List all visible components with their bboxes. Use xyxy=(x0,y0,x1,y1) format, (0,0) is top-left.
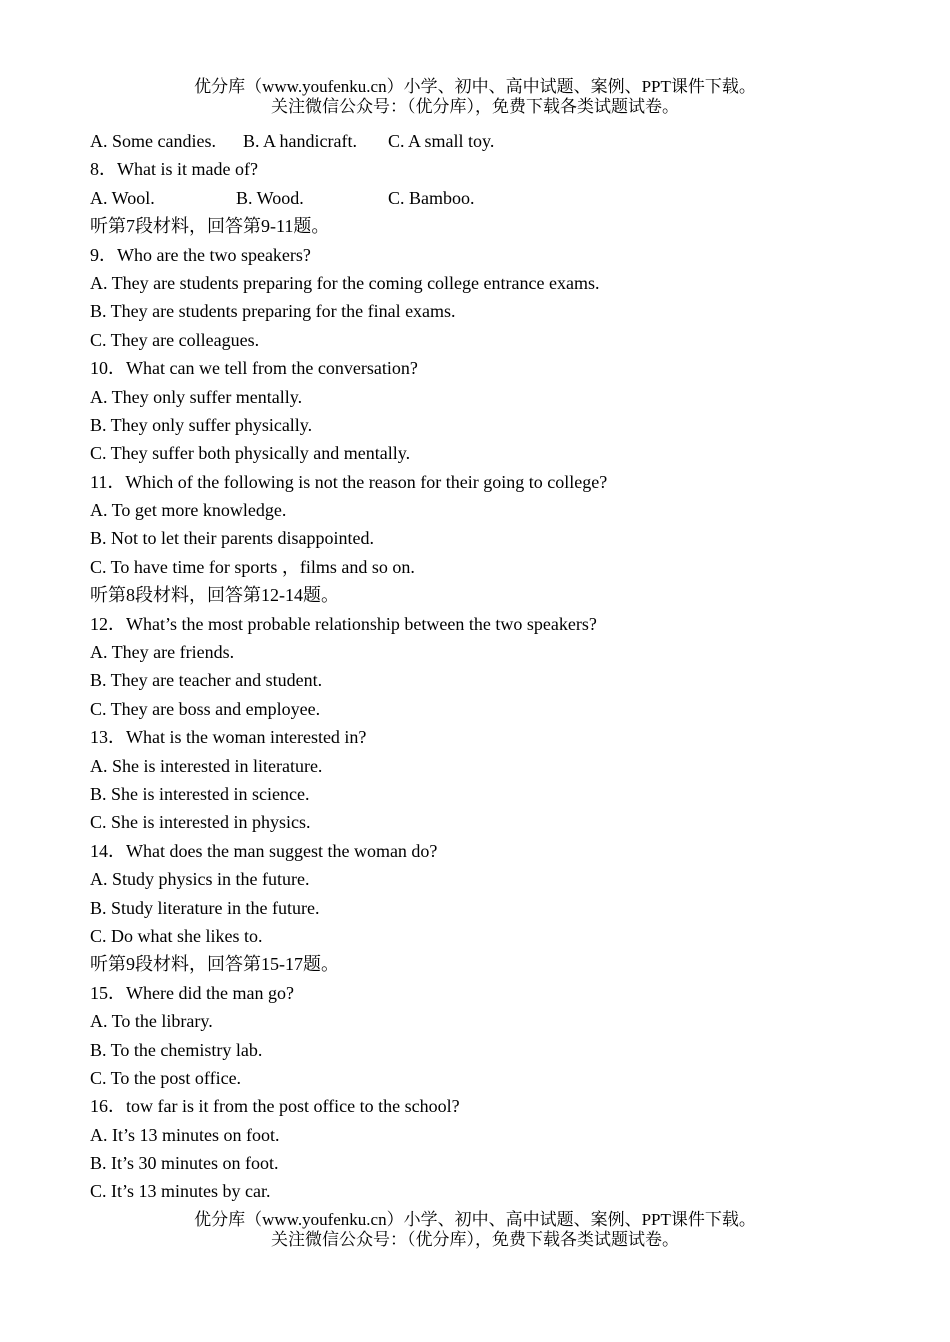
q16-option-c: C. It’s 13 minutes by car. xyxy=(90,1181,271,1202)
q8-option-b: B. Wood. xyxy=(236,187,304,208)
q8-question: 8．What is it made of? xyxy=(90,159,258,180)
q7-options xyxy=(90,127,890,155)
q16-question: 16．tow far is it from the post office to the school? xyxy=(90,1096,460,1117)
q15-option-a: A. To the library. xyxy=(90,1011,213,1032)
section-7-heading: 听第7段材料，回答第9-11题。 xyxy=(90,216,330,237)
q10-option-b: B. They only suffer physically. xyxy=(90,414,313,435)
q14-option-b: B. Study literature in the future. xyxy=(90,897,320,918)
footer-line-1: 优分库（www.youfenku.cn）小学、初中、高中试题、案例、PPT课件下载。 xyxy=(194,1210,756,1229)
page-footer xyxy=(0,1210,950,1250)
q11-question: 11．Which of the following is not the reason for their going to college? xyxy=(90,471,608,492)
q10-option-a: A. They only suffer mentally. xyxy=(90,386,303,407)
q13-option-a: A. She is interested in literature. xyxy=(90,755,323,776)
section-8-heading: 听第8段材料，回答第12-14题。 xyxy=(90,585,339,606)
q10-option-c: C. They suffer both physically and mentally. xyxy=(90,443,411,464)
q8-option-a: A. Wool. xyxy=(90,187,155,208)
footer-line-2: 关注微信公众号：（优分库），免费下载各类试题试卷。 xyxy=(271,1230,679,1249)
q7-option-b: B. A handicraft. xyxy=(243,131,357,151)
q12-option-b: B. They are teacher and student. xyxy=(90,670,323,691)
q13-option-b: B. She is interested in science. xyxy=(90,783,310,804)
q9-option-a: A. They are students preparing for the coming college entrance exams. xyxy=(90,272,600,293)
q12-question: 12．What’s the most probable relationship between the two speakers? xyxy=(90,613,597,634)
q9-option-c: C. They are colleagues. xyxy=(90,329,260,350)
q12-option-c: C. They are boss and employee. xyxy=(90,698,321,719)
q9-option-b: B. They are students preparing for the final exams. xyxy=(90,301,456,322)
q13-question: 13．What is the woman interested in? xyxy=(90,727,367,748)
q9-question: 9．Who are the two speakers? xyxy=(90,244,311,265)
section-9-heading: 听第9段材料，回答第15-17题。 xyxy=(90,954,339,975)
q10-question: 10．What can we tell from the conversation? xyxy=(90,358,418,379)
q15-question: 15．Where did the man go? xyxy=(90,982,294,1003)
q14-question: 14．What does the man suggest the woman do? xyxy=(90,840,438,861)
q11-option-c: C. To have time for sports ，films and so on. xyxy=(90,556,415,577)
q11-option-a: A. To get more knowledge. xyxy=(90,500,287,521)
q15-option-c: C. To the post office. xyxy=(90,1067,242,1088)
q11-option-b: B. Not to let their parents disappointed. xyxy=(90,528,374,549)
q8-option-c: C. Bamboo. xyxy=(388,187,475,208)
q7-option-c: C. A small toy. xyxy=(388,131,495,151)
header-line-2: 关注微信公众号：（优分库），免费下载各类试题试卷。 xyxy=(271,97,679,116)
q14-option-c: C. Do what she likes to. xyxy=(90,925,263,946)
q13-option-c: C. She is interested in physics. xyxy=(90,812,311,833)
q8-options xyxy=(90,184,890,212)
page-header xyxy=(0,77,950,117)
q7-option-a: A. Some candies. xyxy=(90,131,216,151)
q14-option-a: A. Study physics in the future. xyxy=(90,869,310,890)
q15-option-b: B. To the chemistry lab. xyxy=(90,1039,263,1060)
header-line-1: 优分库（www.youfenku.cn）小学、初中、高中试题、案例、PPT课件下载。 xyxy=(194,77,756,96)
exam-content xyxy=(90,127,890,1206)
q16-option-b: B. It’s 30 minutes on foot. xyxy=(90,1153,279,1174)
q16-option-a: A. It’s 13 minutes on foot. xyxy=(90,1124,280,1145)
q12-option-a: A. They are friends. xyxy=(90,642,235,663)
